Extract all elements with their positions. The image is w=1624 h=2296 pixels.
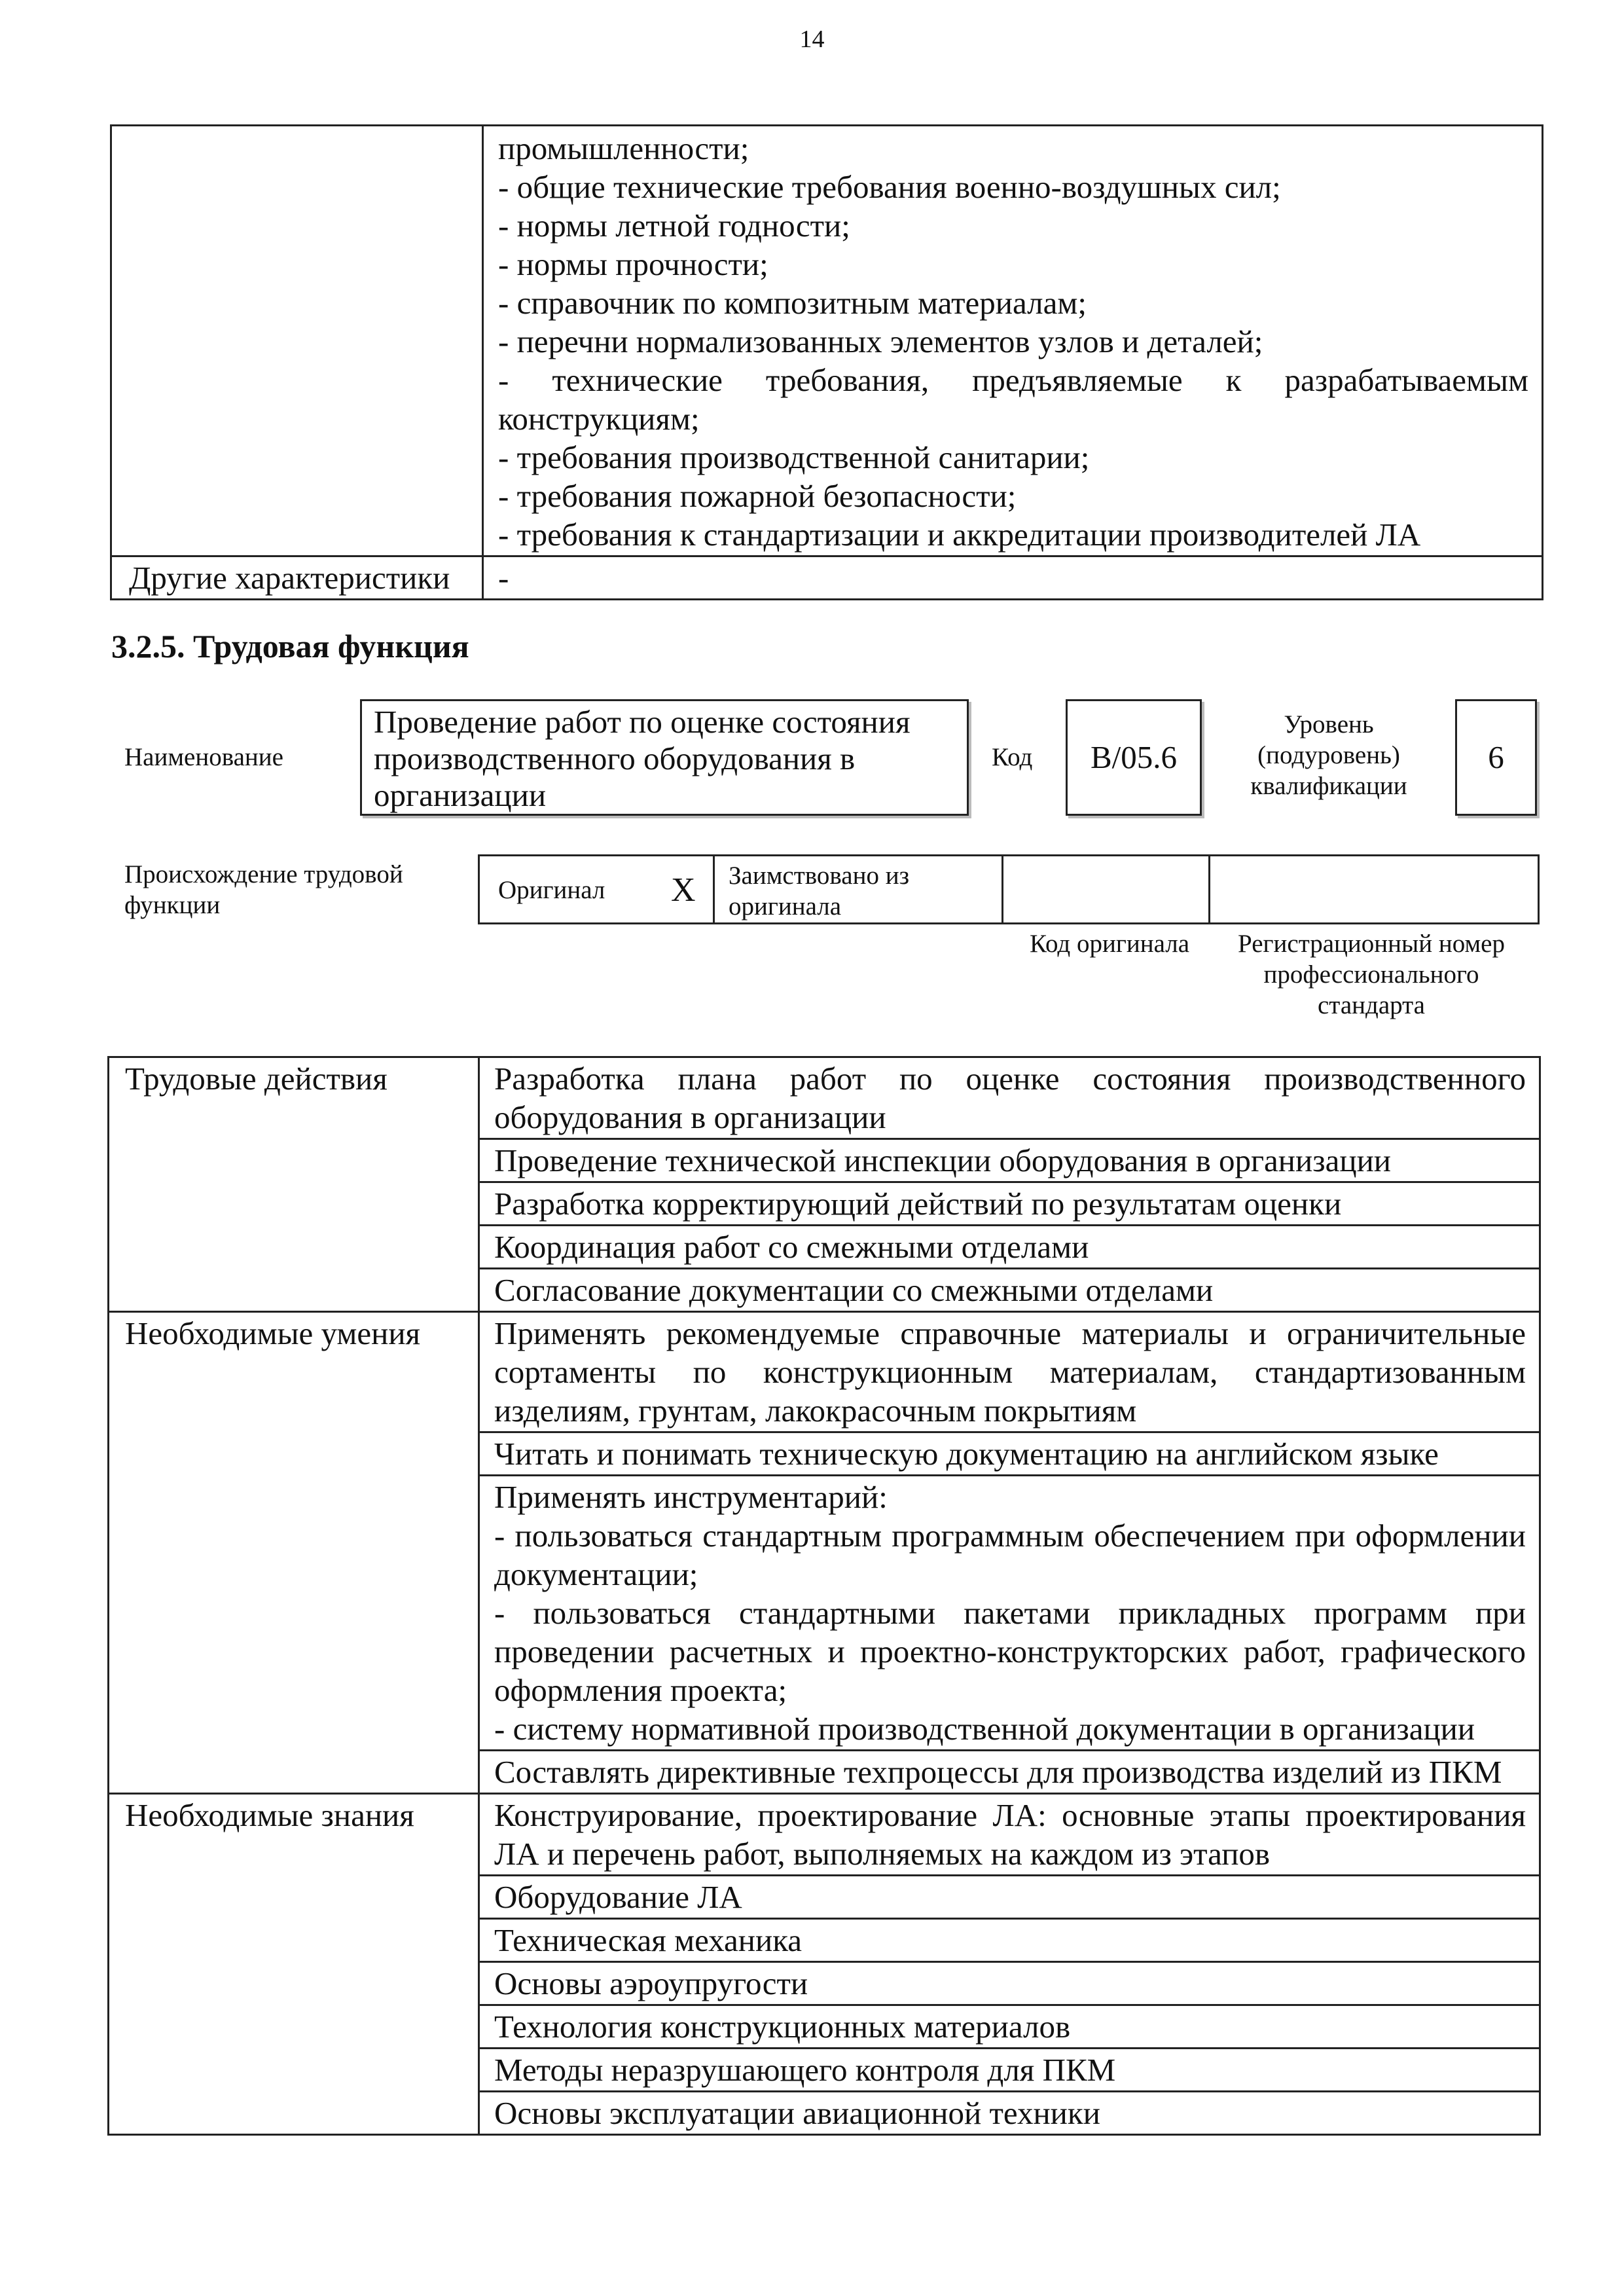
table-cell-empty <box>111 126 483 556</box>
skill-line: - систему нормативной производственной документации в организации <box>494 1711 1475 1747</box>
borrowed-label: Заимствовано из оригинала <box>729 862 910 920</box>
labor-action: Согласование документации со смежными отделами <box>479 1269 1540 1312</box>
divider <box>1208 856 1210 922</box>
labor-action: Разработка корректирующий действий по результатам оценки <box>479 1182 1540 1226</box>
origin-label: Происхождение трудовой функции <box>124 860 403 919</box>
table-row <box>111 126 1543 556</box>
knowledge-item: Оборудование ЛА <box>479 1876 1540 1919</box>
original-mark: X <box>671 871 696 909</box>
other-characteristics-label: Другие характеристики <box>111 556 483 600</box>
page-number: 14 <box>799 26 825 53</box>
labor-action: Проведение технической инспекции оборудования в организации <box>479 1139 1540 1182</box>
table-row <box>109 1794 1540 1876</box>
skill: Составлять директивные техпроцессы для производства изделий из ПКМ <box>479 1751 1540 1794</box>
required-knowledge-label: Необходимые знания <box>109 1794 479 2135</box>
knowledge-item: Основы эксплуатации авиационной техники <box>479 2092 1540 2135</box>
knowledge-item: Технология конструкционных материалов <box>479 2005 1540 2049</box>
other-characteristics-value: - <box>483 556 1543 600</box>
divider <box>1001 856 1003 922</box>
skill-line: - пользоваться стандартными пакетами прикладных программ при проведении расчетных и проектно-конструкторских работ, графического оформления проекта; <box>494 1595 1526 1708</box>
list-item: - требования производственной санитарии; <box>498 439 1090 475</box>
reg-number-caption: Регистрационный номер профессионального стандарта <box>1238 930 1505 1019</box>
skill: Читать и понимать техническую документацию на английском языке <box>479 1432 1540 1476</box>
knowledge-item: Техническая механика <box>479 1919 1540 1962</box>
code-value: B/05.6 <box>1090 739 1178 775</box>
section-title: 3.2.5. Трудовая функция <box>111 628 469 665</box>
name-value: Проведение работ по оценке состояния производственного оборудования в организации <box>374 704 911 813</box>
main-table <box>107 1056 1541 2136</box>
table-row <box>109 1312 1540 1432</box>
skill <box>479 1476 1540 1751</box>
knowledge-item: Конструирование, проектирование ЛА: основные этапы проектирования ЛА и перечень работ, выполняемых на каждом из этапов <box>479 1794 1540 1876</box>
labor-action: Разработка плана работ по оценке состояния производственного оборудования в организации <box>479 1057 1540 1139</box>
level-value-box <box>1455 699 1537 816</box>
list-item: - перечни нормализованных элементов узлов и деталей; <box>498 323 1263 359</box>
top-table <box>110 124 1543 600</box>
list-item: - нормы летной годности; <box>498 208 850 244</box>
list-item: - справочник по композитным материалам; <box>498 285 1087 321</box>
list-item: - технические требования, предъявляемые к разрабатываемым конструкциям; <box>498 362 1528 437</box>
skill: Применять рекомендуемые справочные материалы и ограничительные сортаменты по конструкционным материалам, стандартизованным изделиям, грунтам, лакокрасочным покрытиям <box>479 1312 1540 1432</box>
code-label: Код <box>992 743 1033 771</box>
list-item: - нормы прочности; <box>498 246 768 282</box>
list-item: - требования пожарной безопасности; <box>498 478 1017 514</box>
code-value-box <box>1066 699 1202 816</box>
list-item: промышленности; <box>498 130 749 166</box>
knowledge-item: Основы аэроупругости <box>479 1962 1540 2005</box>
name-value-box <box>360 699 969 816</box>
table-row <box>109 1057 1540 1139</box>
origin-row <box>478 854 1540 924</box>
skill-line: - пользоваться стандартным программным обеспечением при оформлении документации; <box>494 1518 1526 1592</box>
divider <box>713 856 715 922</box>
labor-action: Координация работ со смежными отделами <box>479 1226 1540 1269</box>
original-label: Оригинал <box>498 876 605 904</box>
list-item: - требования к стандартизации и аккредитации производителей ЛА <box>498 517 1421 553</box>
knowledge-item: Методы неразрушающего контроля для ПКМ <box>479 2049 1540 2092</box>
level-value: 6 <box>1488 739 1504 775</box>
required-skills-label: Необходимые умения <box>109 1312 479 1794</box>
code-original-caption: Код оригинала <box>1029 930 1190 958</box>
level-label: Уровень (подуровень) квалификации <box>1250 710 1407 800</box>
continued-list-cell <box>483 126 1543 556</box>
name-label: Наименование <box>124 743 283 771</box>
table-row <box>111 556 1543 600</box>
skill-line: Применять инструментарий: <box>494 1479 888 1515</box>
labor-actions-label: Трудовые действия <box>109 1057 479 1312</box>
list-item: - общие технические требования военно-воздушных сил; <box>498 169 1281 205</box>
